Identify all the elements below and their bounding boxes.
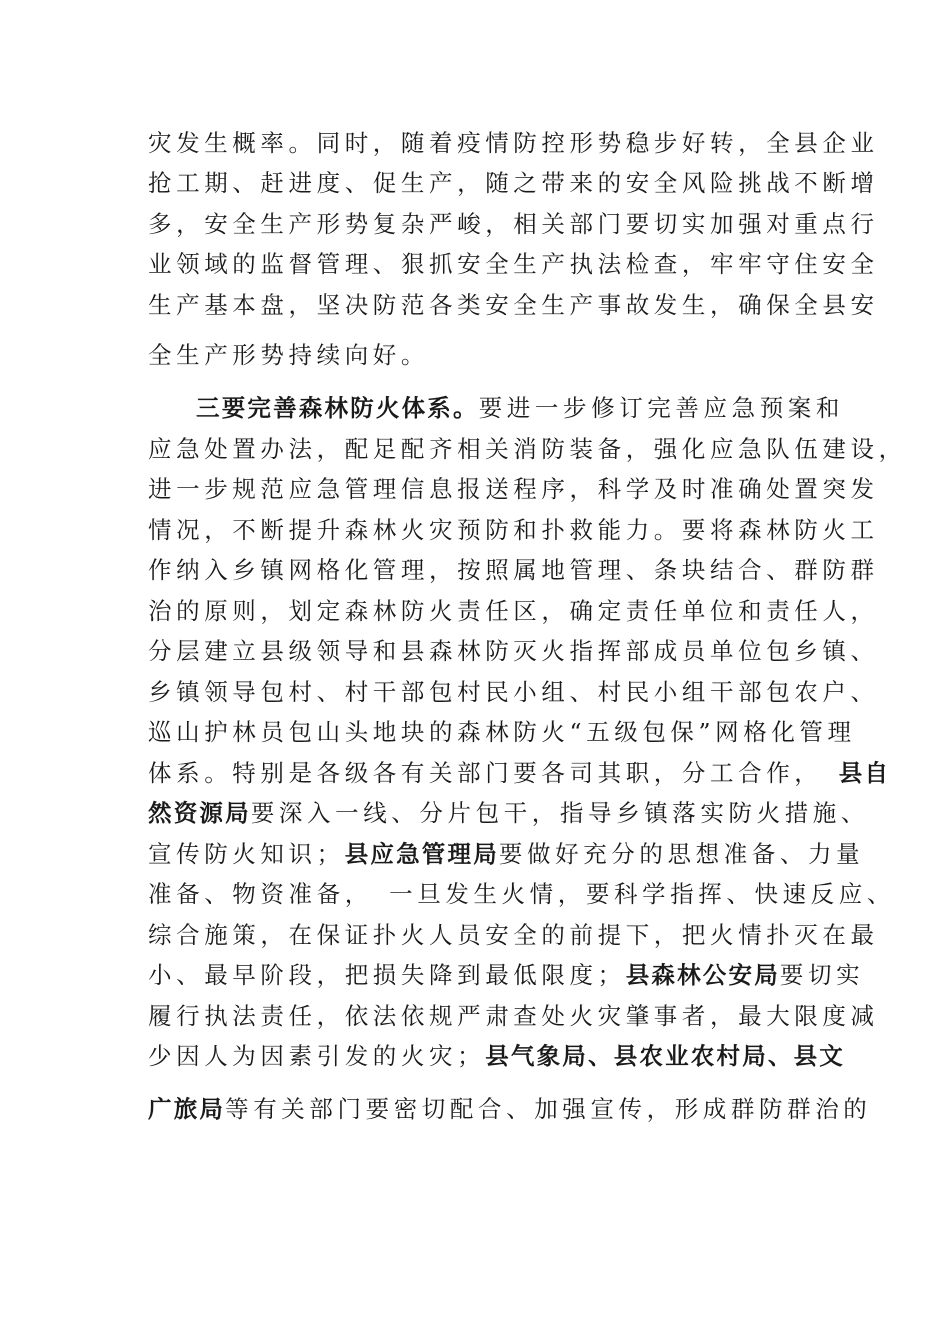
paragraph-line — [148, 753, 891, 793]
paragraph-line: 全生产形势持续向好。 — [148, 341, 429, 369]
paragraph-line: 灾发生概率。同时，随着疫情防控形势稳步好转，全县企业 — [148, 129, 879, 157]
paragraph-line: 巡山护林员包山头地块的森林防火“五级包保”网格化管理 — [148, 718, 856, 746]
paragraph-text: 宣传防火知识； — [148, 840, 345, 868]
paragraph-text: 要深入一线、分片包干，指导乡镇落实防火措施、 — [250, 799, 870, 827]
paragraph-line: 履行执法责任，依法依规严肃查处火灾肇事者，最大限度减 — [148, 1002, 879, 1030]
paragraph-text: 小、最早阶段，把损失降到最低限度； — [148, 961, 626, 989]
agency-name: 县应急管理局 — [344, 840, 499, 868]
paragraph-line: 抢工期、赶进度、促生产，随之带来的安全风险挑战不断增 — [148, 169, 879, 197]
paragraph-line: 应急处置办法，配足配齐相关消防装备，强化应急队伍建设， — [148, 435, 907, 463]
paragraph-line: 治的原则，划定森林防火责任区，确定责任单位和责任人， — [148, 597, 879, 625]
paragraph-line: 分层建立县级领导和县森林防灭火指挥部成员单位包乡镇、 — [148, 637, 879, 665]
paragraph-line: 乡镇领导包村、村干部包村民小组、村民小组干部包农户、 — [148, 678, 879, 706]
agency-name: 广旅局 — [148, 1095, 226, 1123]
section-heading: 三要完善森林防火体系。 — [196, 394, 479, 422]
paragraph-line — [148, 955, 865, 995]
paragraph-line: 生产基本盘，坚决防范各类安全生产事故发生，确保全县安 — [148, 291, 879, 319]
paragraph-line: 进一步规范应急管理信息报送程序，科学及时准确处置突发 — [148, 475, 879, 503]
paragraph-line — [148, 793, 870, 833]
paragraph-text: 要进一步修订完善应急预案和 — [478, 394, 845, 422]
paragraph-line: 作纳入乡镇网格化管理，按照属地管理、条块结合、群防群 — [148, 556, 879, 584]
paragraph-text: 少因人为因素引发的火灾； — [148, 1042, 486, 1070]
paragraph-line: 业领域的监督管理、狠抓安全生产执法检查，牢牢守住安全 — [148, 250, 879, 278]
paragraph-line — [148, 1036, 846, 1076]
paragraph-line — [148, 1089, 872, 1129]
paragraph-text: 要切实 — [779, 961, 865, 989]
agency-name: 县森林公安局 — [625, 961, 780, 989]
paragraph-line: 综合施策，在保证扑火人员安全的前提下，把火情扑灭在最 — [148, 921, 879, 949]
agency-name: 县气象局、县农业农村局、县文 — [485, 1042, 846, 1070]
agency-name: 然资源局 — [148, 799, 251, 827]
agency-name: 县自 — [838, 759, 891, 787]
paragraph-line: 多，安全生产形势复杂严峻，相关部门要切实加强对重点行 — [148, 210, 879, 238]
paragraph-text: 等有关部门要密切配合、加强宣传，形成群防群治的 — [225, 1095, 872, 1123]
section-first-line — [196, 388, 845, 428]
paragraph-line: 情况，不断提升森林火灾预防和扑救能力。要将森林防火工 — [148, 516, 879, 544]
paragraph-text: 体系。特别是各级各有关部门要各司其职，分工合作， — [148, 759, 811, 787]
paragraph-line: 准备、物资准备， 一旦发生火情，要科学指挥、快速反应、 — [148, 880, 895, 908]
paragraph-line — [148, 834, 865, 874]
paragraph-text: 要做好充分的思想准备、力量 — [498, 840, 865, 868]
